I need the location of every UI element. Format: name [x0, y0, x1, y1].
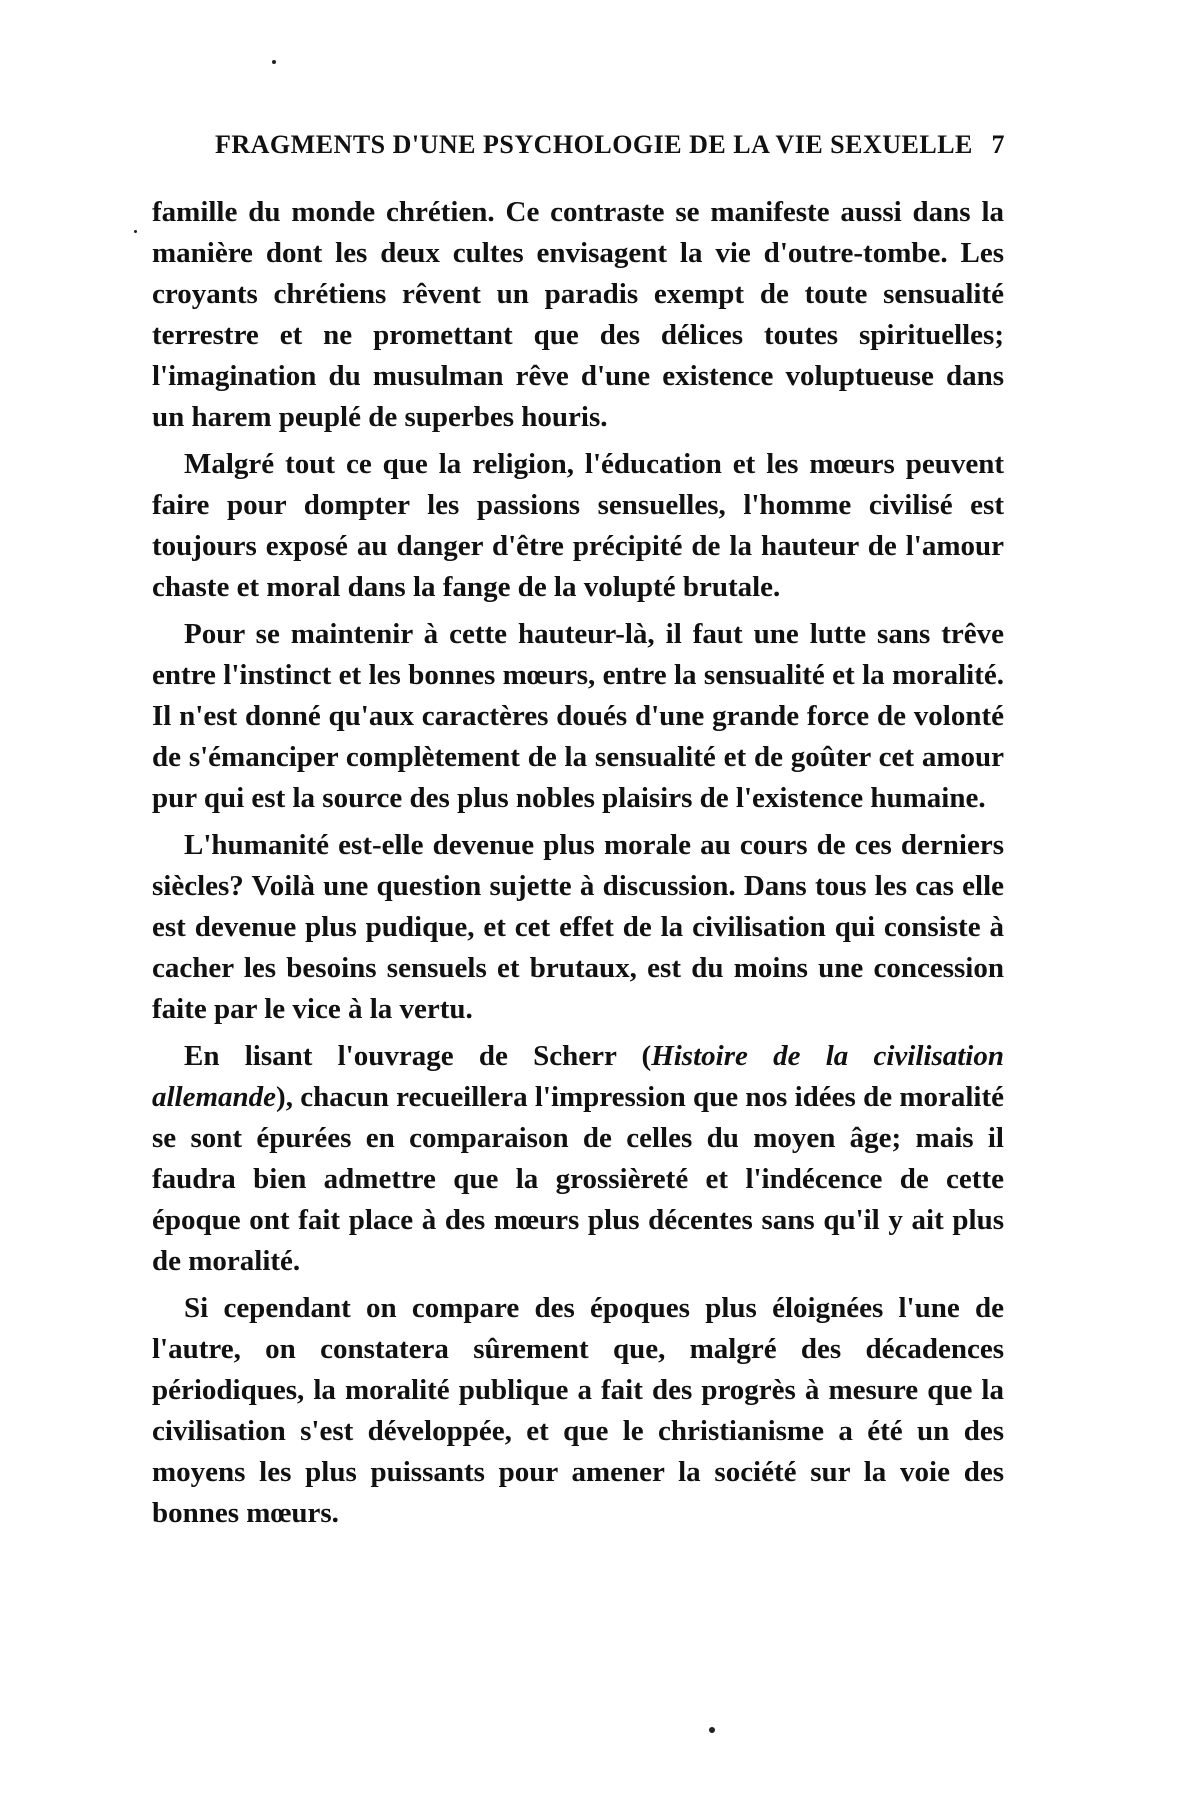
paragraph: L'humanité est-elle devenue plus morale au cours de ces derniers siècles? Voilà une question sujette à discussion. Dans tous les cas elle est devenue plus pudique, et cet effet de la civilisation qui consiste à cacher les besoins sensuels et brutaux, est du moins une concession faite par le vice à la vertu. — [152, 829, 1004, 1025]
book-title: Histoire de la civilisation allemande — [152, 1040, 1004, 1113]
paragraph: Malgré tout ce que la religion, l'éducation et les mœurs peuvent faire pour dompter les passions sensuelles, l'homme civilisé est toujours exposé au danger d'être précipité de la hauteur de l'amour chaste et moral dans la fange de la volupté brutale. — [152, 448, 1004, 603]
running-header — [215, 130, 1005, 160]
paragraph — [152, 1036, 1004, 1282]
paragraph: famille du monde chrétien. Ce contraste se manifeste aussi dans la manière dont les deux cultes envisagent la vie d'outre-tombe. Les croyants chrétiens rêvent un paradis exempt de toute sensualité terrestre et ne promettant que des délices toutes spirituelles; l'imagination du musulman rêve d'une existence voluptueuse dans un harem peuplé de superbes houris. — [152, 196, 1004, 433]
paragraph: Si cependant on compare des époques plus éloignées l'une de l'autre, on constatera sûrement que, malgré des décadences périodiques, la moralité publique a fait des progrès à mesure que la civilisation s'est développée, et que le christianisme a été un des moyens les plus puissants pour amener la société sur la voie des bonnes mœurs. — [152, 1292, 1004, 1529]
body-text — [152, 192, 1004, 1540]
paragraph: Pour se maintenir à cette hauteur-là, il faut une lutte sans trêve entre l'instinct et les bonnes mœurs, entre la sensualité et la moralité. Il n'est donné qu'aux caractères doués d'une grande force de volonté de s'émanciper complètement de la sensualité et de goûter cet amour pur qui est la source des plus nobles plaisirs de l'existence humaine. — [152, 618, 1004, 814]
scan-speck — [709, 1727, 715, 1733]
scan-speck — [272, 60, 276, 64]
paragraph-text: ), chacun recueillera l'impression que nos idées de moralité se sont épurées en comparaison de celles du moyen âge; mais il faudra bien admettre que la grossièreté et l'indécence de cette époque ont fait place à des mœurs plus décentes sans qu'il y ait plus de moralité. — [152, 1081, 1004, 1277]
page-number: 7 — [991, 130, 1005, 159]
running-head-title: FRAGMENTS D'UNE PSYCHOLOGIE DE LA VIE SEXUELLE — [215, 130, 973, 159]
paragraph-text: En lisant l'ouvrage de Scherr ( — [184, 1040, 652, 1072]
scan-speck — [134, 230, 137, 233]
